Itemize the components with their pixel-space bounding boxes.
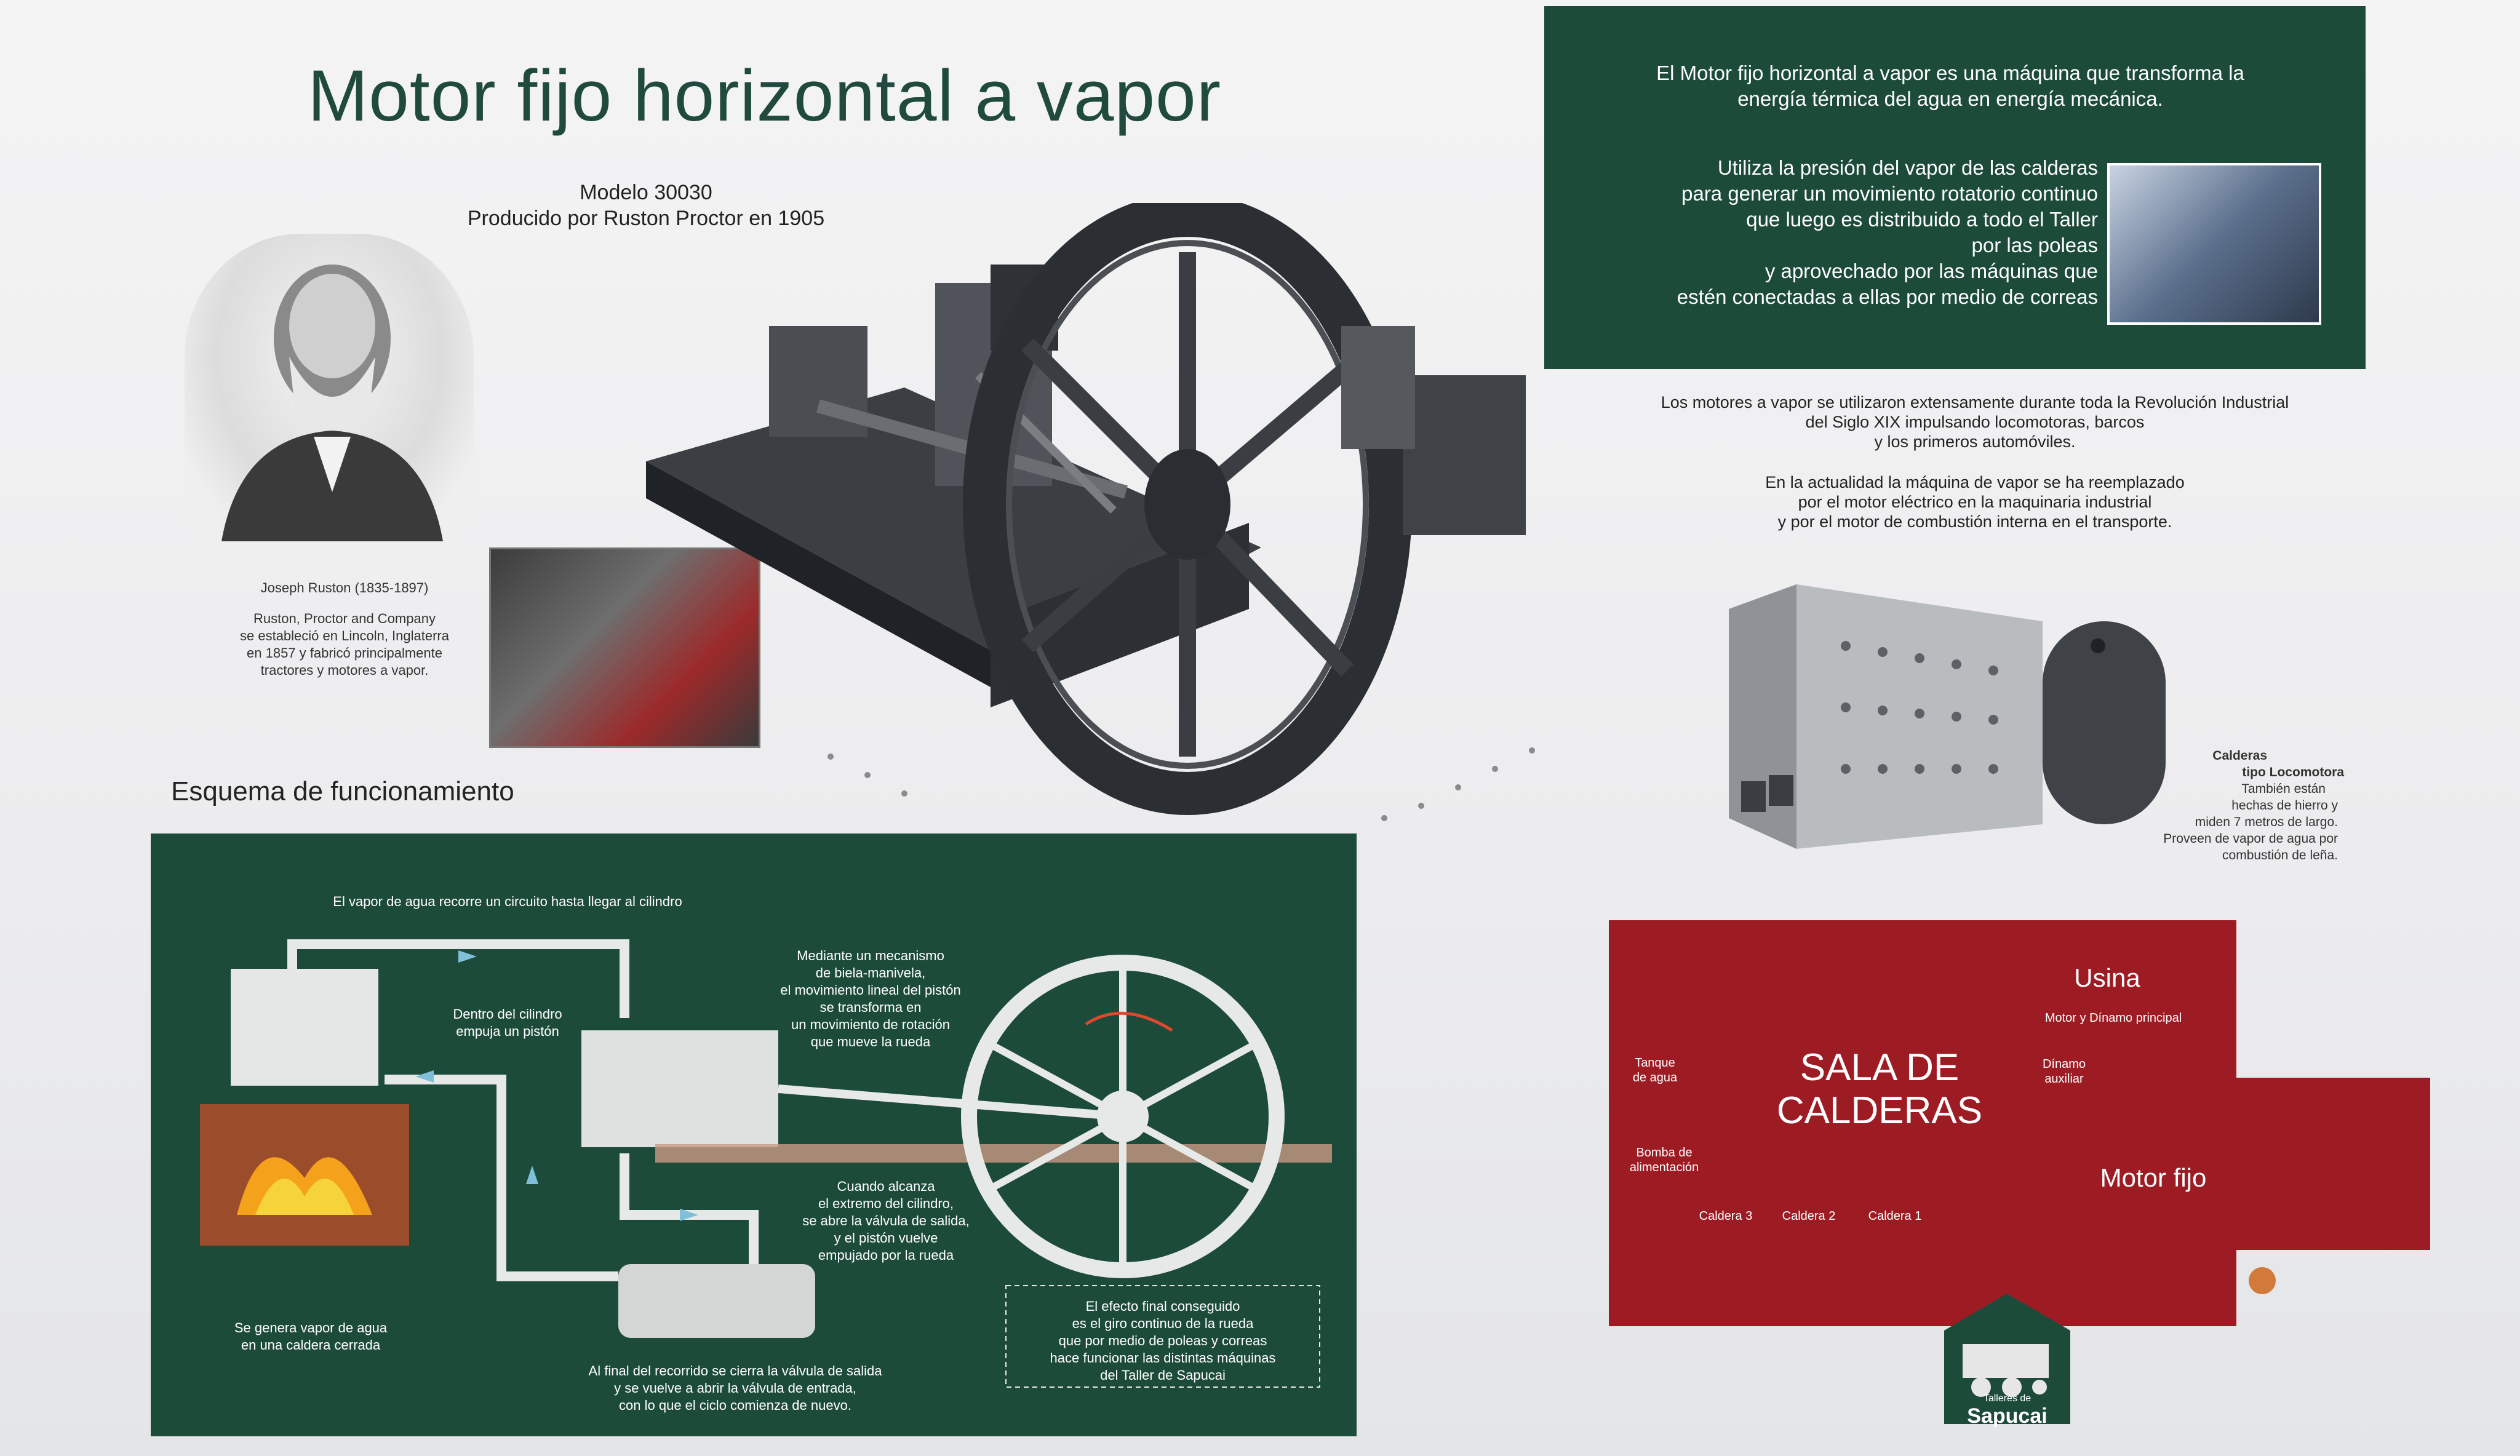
map-tanque-label (1621, 1056, 1689, 1085)
schema-diagram (151, 833, 1357, 1436)
history-line: y los primeros automóviles. (1874, 432, 2076, 451)
map-caldera-2: Caldera 2 (1782, 1209, 1836, 1223)
schema-line: es el giro continuo de la rueda (1072, 1316, 1254, 1331)
intro-line: El Motor fijo horizontal a vapor es una máquina que transforma la (1656, 62, 2244, 84)
schema-line: en una caldera cerrada (241, 1337, 381, 1353)
model-producer: Producido por Ruston Proctor en 1905 (467, 207, 825, 230)
schema-text-circuit: El vapor de agua recorre un circuito hasta llegar al cilindro (333, 894, 682, 909)
map-main-label (1750, 1046, 2009, 1132)
boiler-caption-line: También están (2241, 782, 2326, 796)
schema-line: el movimiento lineal del pistón (780, 982, 961, 998)
intro-paragraph-2 (1569, 155, 2098, 310)
schema-line: y se vuelve a abrir la válvula de entrada, (614, 1380, 856, 1396)
schema-line: del Taller de Sapucai (1100, 1367, 1226, 1383)
schema-line: empuja un pistón (456, 1024, 559, 1039)
schema-line: Cuando alcanza (837, 1179, 935, 1194)
portrait-line: Ruston, Proctor and Company (253, 611, 436, 626)
map-bomba-line: Bomba de (1636, 1146, 1693, 1160)
schema-line: un movimiento de rotación (791, 1017, 951, 1032)
boiler-caption (2104, 747, 2375, 864)
schema-text-end (784, 1178, 987, 1264)
schema-line: y el pistón vuelve (834, 1230, 938, 1246)
map-motor-label: Motor fijo (2100, 1163, 2207, 1192)
history-line: y por el motor de combustión interna en el transporte. (1777, 512, 2172, 531)
schema-text-final (1015, 1298, 1310, 1384)
talleres-sapucai-logo (1938, 1289, 2076, 1427)
intro-line: energía térmica del agua en energía mecánica. (1737, 87, 2163, 110)
schema-line: que mueve la rueda (810, 1034, 931, 1049)
portrait-joseph-ruston (185, 234, 474, 541)
intro-line: estén conectadas a ellas por medio de correas (1677, 285, 2098, 308)
map-caldera-1: Caldera 1 (1868, 1209, 1922, 1223)
map-dinamo-label (2027, 1057, 2101, 1086)
map-usina-sub: Motor y Dínamo principal (2044, 1011, 2182, 1025)
schema-line: se abre la válvula de salida, (802, 1213, 970, 1228)
map-main-line: CALDERAS (1776, 1089, 1983, 1132)
portrait-name: Joseph Ruston (1835-1897) (260, 580, 429, 595)
schema-text-cylinder (428, 1006, 588, 1040)
model-number: Modelo 30030 (580, 181, 712, 204)
schema-line: de biela-manivela, (815, 965, 926, 981)
map-bomba-line: alimentación (1629, 1161, 1699, 1174)
history-line: Los motores a vapor se utilizaron extensamente durante toda la Revolución Industrial (1661, 393, 2289, 412)
boiler-caption-title: tipo Locomotora (2242, 765, 2344, 779)
logo-line-2: Sapucai (1967, 1404, 2048, 1428)
intro-line: y aprovechado por las máquinas que (1764, 260, 2098, 282)
schema-line: Se genera vapor de agua (234, 1320, 388, 1335)
schema-title: Esquema de funcionamiento (171, 776, 514, 806)
map-usina-label: Usina (2074, 963, 2140, 992)
intro-paragraph-1 (1581, 60, 2319, 112)
map-main-line: SALA DE (1800, 1046, 1960, 1089)
history-line: del Siglo XIX impulsando locomotoras, barcos (1805, 413, 2145, 431)
intro-line: que luego es distribuido a todo el Taller (1746, 208, 2098, 231)
schema-line: El efecto final conseguido (1085, 1299, 1240, 1314)
boiler-caption-title: Calderas (2212, 749, 2267, 763)
map-dinamo-line: Dínamo (2042, 1057, 2086, 1071)
schema-line: hace funcionar las distintas máquinas (1050, 1350, 1276, 1366)
schema-line: Al final del recorrido se cierra la válvula de salida (588, 1363, 882, 1378)
map-tanque-line: de agua (1632, 1071, 1678, 1084)
boiler-caption-line: miden 7 metros de largo. (2195, 815, 2338, 829)
steam-engine-illustration (646, 203, 1600, 861)
schema-line: se transforma en (819, 1000, 922, 1015)
history-line: En la actualidad la máquina de vapor se ha reemplazado (1765, 473, 2185, 491)
portrait-line: tractores y motores a vapor. (260, 662, 429, 678)
logo-line-1: Talleres de (1983, 1393, 2032, 1404)
map-bomba-label (1621, 1145, 1707, 1175)
workshop-photo (2107, 163, 2321, 325)
map-caldera-3: Caldera 3 (1699, 1209, 1753, 1223)
schema-line: el extremo del cilindro, (818, 1196, 954, 1211)
intro-line: por las poleas (1971, 234, 2098, 257)
map-dinamo-line: auxiliar (2044, 1072, 2084, 1086)
history-text (1575, 392, 2375, 531)
intro-line: para generar un movimiento rotatorio continuo (1681, 182, 2098, 205)
map-marker-dot (2249, 1267, 2276, 1294)
schema-line: con lo que el ciclo comienza de nuevo. (619, 1398, 851, 1413)
portrait-line: en 1857 y fabricó principalmente (247, 645, 442, 661)
schema-text-cycle (520, 1363, 951, 1414)
intro-line: Utiliza la presión del vapor de las calderas (1717, 156, 2098, 179)
boiler-caption-line: Proveen de vapor de agua por (2163, 832, 2338, 846)
schema-line: Dentro del cilindro (453, 1006, 562, 1022)
portrait-line: se estableció en Lincoln, Inglaterra (240, 628, 449, 643)
schema-line: que por medio de poleas y correas (1058, 1333, 1267, 1348)
floor-map-extension (2233, 1078, 2430, 1250)
floor-map (1609, 920, 2236, 1326)
page-title: Motor fijo horizontal a vapor (308, 55, 1222, 137)
history-line: por el motor eléctrico en la maquinaria industrial (1798, 493, 2152, 511)
map-tanque-line: Tanque (1635, 1056, 1675, 1070)
portrait-caption (203, 579, 486, 679)
boiler-caption-line: combustión de leña. (2222, 848, 2338, 862)
boiler-caption-line: hechas de hierro y (2231, 798, 2338, 813)
schema-text-mechanism (748, 947, 994, 1051)
schema-text-boiler (206, 1319, 415, 1354)
schema-line: Mediante un mecanismo (797, 948, 944, 963)
schema-line: empujado por la rueda (818, 1247, 954, 1263)
portrait-figure (185, 234, 474, 541)
